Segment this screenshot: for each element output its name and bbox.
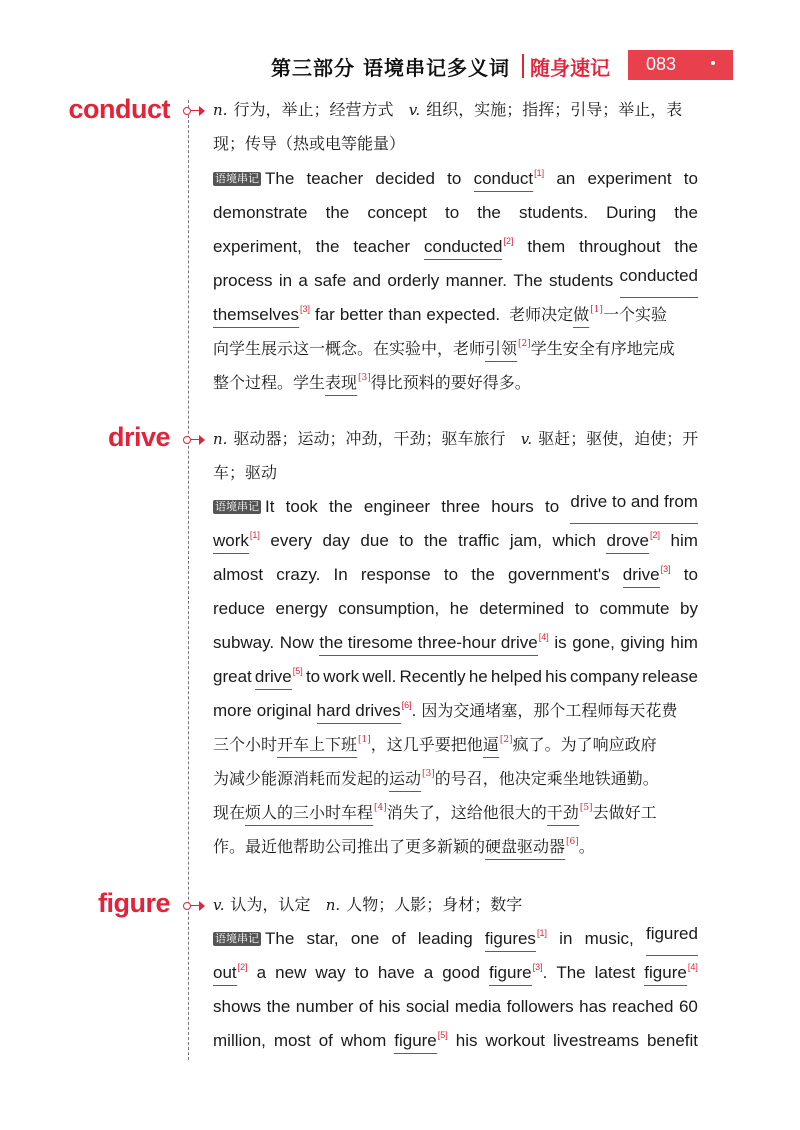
headword: conduct — [68, 94, 170, 124]
example-line: more original hard drives[6]. 因为交通堵塞，那个工程师每天花费 — [213, 694, 698, 728]
context-tag: 语境串记 — [215, 500, 259, 513]
example-line: themselves[3] far better than expected. 老师决定做[1]一个实验 — [213, 298, 698, 332]
definition-line: 现；传导（热或电等能量） — [213, 134, 406, 153]
definition-line: n. 驱动器；运动；冲劲，干劲；驱车旅行 v. 驱赶；驱使，迫使；开 — [213, 429, 699, 448]
example-line: process in a safe and orderly manner. The students conducted — [213, 264, 698, 298]
context-tag: 语境串记 — [215, 172, 259, 185]
page-number-box — [628, 50, 733, 80]
page-header — [0, 46, 800, 84]
example-line: 语境串记 The star, one of leading figures[1] in music, figured — [213, 922, 698, 956]
arrow-marker-icon — [183, 434, 209, 446]
example-line: almost crazy. In response to the government's drive[3] to — [213, 558, 698, 592]
headword: drive — [107, 422, 170, 452]
example-line: 语境串记 The teacher decided to conduct[1] an experiment to — [213, 162, 698, 196]
page-number: 083 — [646, 54, 677, 74]
translation-line: 为减少能源消耗而发起的运动[3]的号召，他决定乘坐地铁通勤。 — [213, 762, 698, 796]
definition-line: v. 认为，认定 n. 人物；人影；身材；数字 — [213, 895, 523, 914]
translation-line: 向学生展示这一概念。在实验中，老师引领[2]学生安全有序地完成 — [213, 332, 698, 366]
header-divider — [522, 54, 524, 78]
example-line: work[1] every day due to the traffic jam, which drove[2] him — [213, 524, 698, 558]
example-line: great drive[5] to work well. Recently he helped his company release — [213, 660, 698, 694]
section-title: 第三部分 语境串记多义词 — [271, 56, 510, 80]
margin-guide-line — [188, 100, 189, 1060]
example-line: 语境串记 It took the engineer three hours to drive to and from — [213, 490, 698, 524]
example-line: reduce energy consumption, he determined to commute by — [213, 599, 698, 618]
translation-line: 作。最近他帮助公司推出了更多新颖的硬盘驱动器[6]。 — [213, 830, 698, 864]
translation-line: 整个过程。学生表现[3]得比预料的要好得多。 — [213, 366, 698, 400]
arrow-marker-icon — [183, 105, 209, 117]
translation-line: 现在烦人的三小时车程[4]消失了，这给他很大的干劲[5]去做好工 — [213, 796, 698, 830]
example-line: subway. Now the tiresome three-hour drive[4] is gone, giving him — [213, 626, 698, 660]
arrow-marker-icon — [183, 900, 209, 912]
example-line: shows the number of his social media followers has reached 60 — [213, 997, 698, 1016]
page-dot-icon — [711, 61, 715, 65]
example-line: out[2] a new way to have a good figure[3]. The latest figure[4] — [213, 956, 698, 990]
definition-line: n. 行为，举止；经营方式 v. 组织，实施；指挥；引导；举止，表 — [213, 100, 683, 119]
headword: figure — [97, 888, 170, 918]
context-tag: 语境串记 — [215, 932, 259, 945]
example-line: demonstrate the concept to the students. During the — [213, 203, 698, 222]
section-subtitle: 随身速记 — [530, 56, 610, 80]
example-line: million, most of whom figure[5] his workout livestreams benefit — [213, 1024, 698, 1058]
definition-line: 车；驱动 — [213, 463, 278, 482]
example-line: experiment, the teacher conducted[2] them throughout the — [213, 230, 698, 264]
translation-line: 三个小时开车上下班[1]，这几乎要把他逼[2]疯了。为了响应政府 — [213, 728, 698, 762]
